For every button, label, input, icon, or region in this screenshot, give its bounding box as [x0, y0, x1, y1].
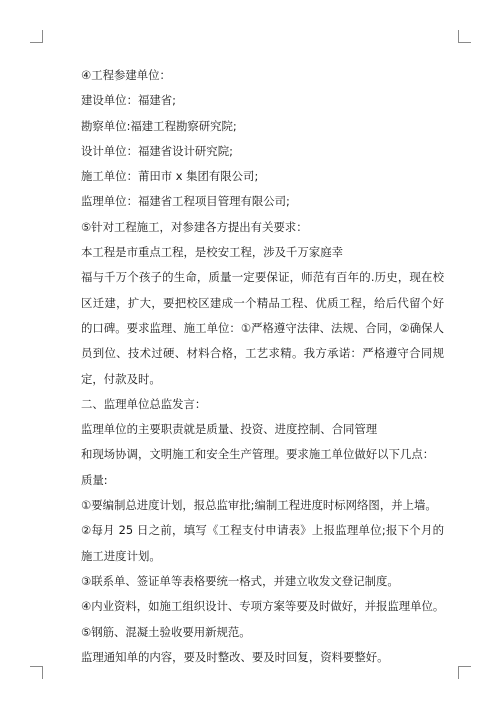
- section-heading: 二、监理单位总监发言：: [81, 396, 207, 411]
- text-line: 和现场协调，文明施工和安全生产管理。要求施工单位做好以下几点：: [81, 447, 435, 462]
- crop-mark-top-left: [30, 30, 43, 43]
- text-line: 本工程是市重点工程，是校安工程，涉及千万家庭幸: [81, 245, 343, 260]
- crop-mark-bottom-right: [458, 666, 471, 679]
- text-line: 勘察单位:福建工程勘察研究院;: [81, 118, 237, 133]
- text-line: ④工程参建单位：: [81, 68, 171, 82]
- text-line: ⑤钢筋、混凝土验收要用新规范。: [81, 624, 251, 639]
- text-line: ④内业资料，如施工组织设计、专项方案等要及时做好，并报监理单位。: [81, 599, 445, 614]
- text-line: 监理单位的主要职责就是质量、投资、进度控制、合同管理: [81, 422, 378, 437]
- text-line: 监理单位：福建省工程项目管理有限公司;: [81, 194, 290, 209]
- crop-mark-bottom-left: [30, 666, 43, 679]
- text-line: 建设单位：福建省;: [81, 93, 176, 108]
- text-line: ⑤针对工程施工，对参建各方提出有关要求：: [81, 219, 308, 234]
- text-line: ①要编制总进度计划，报总监审批;编制工程进度时标网络图，并上墙。: [81, 498, 437, 513]
- paragraph: 福与千万个孩子的生命，质量一定要保证，师范有百年的.历史，现在校区迁建，扩大，要把校区建成一个精品工程、优质工程，给后代留个好的口碑。要求监理、施工单位：①严格遵守法律、法规、合同，②确保人员到位、技术过硬、材料合格，工艺求精。我方承诺：严格遵守合同规定，付款及时。: [81, 270, 444, 386]
- text-line: 设计单位：福建省设计研究院;: [81, 143, 233, 158]
- text-line: 监理通知单的内容，要及时整改、要及时回复，资料要整好。: [81, 649, 389, 664]
- text-line: ③联系单、签证单等表格要统一格式，并建立收发文登记制度。: [81, 573, 399, 588]
- text-line: 施工单位：莆田市 x 集团有限公司;: [81, 169, 259, 184]
- crop-mark-top-right: [458, 30, 471, 43]
- document-body: [59, 63, 444, 670]
- paragraph: ②每月 25 日之前，填写《工程支付申请表》上报监理单位;报下个月的施工进度计划。: [81, 523, 444, 563]
- text-line: 质量:: [81, 472, 108, 487]
